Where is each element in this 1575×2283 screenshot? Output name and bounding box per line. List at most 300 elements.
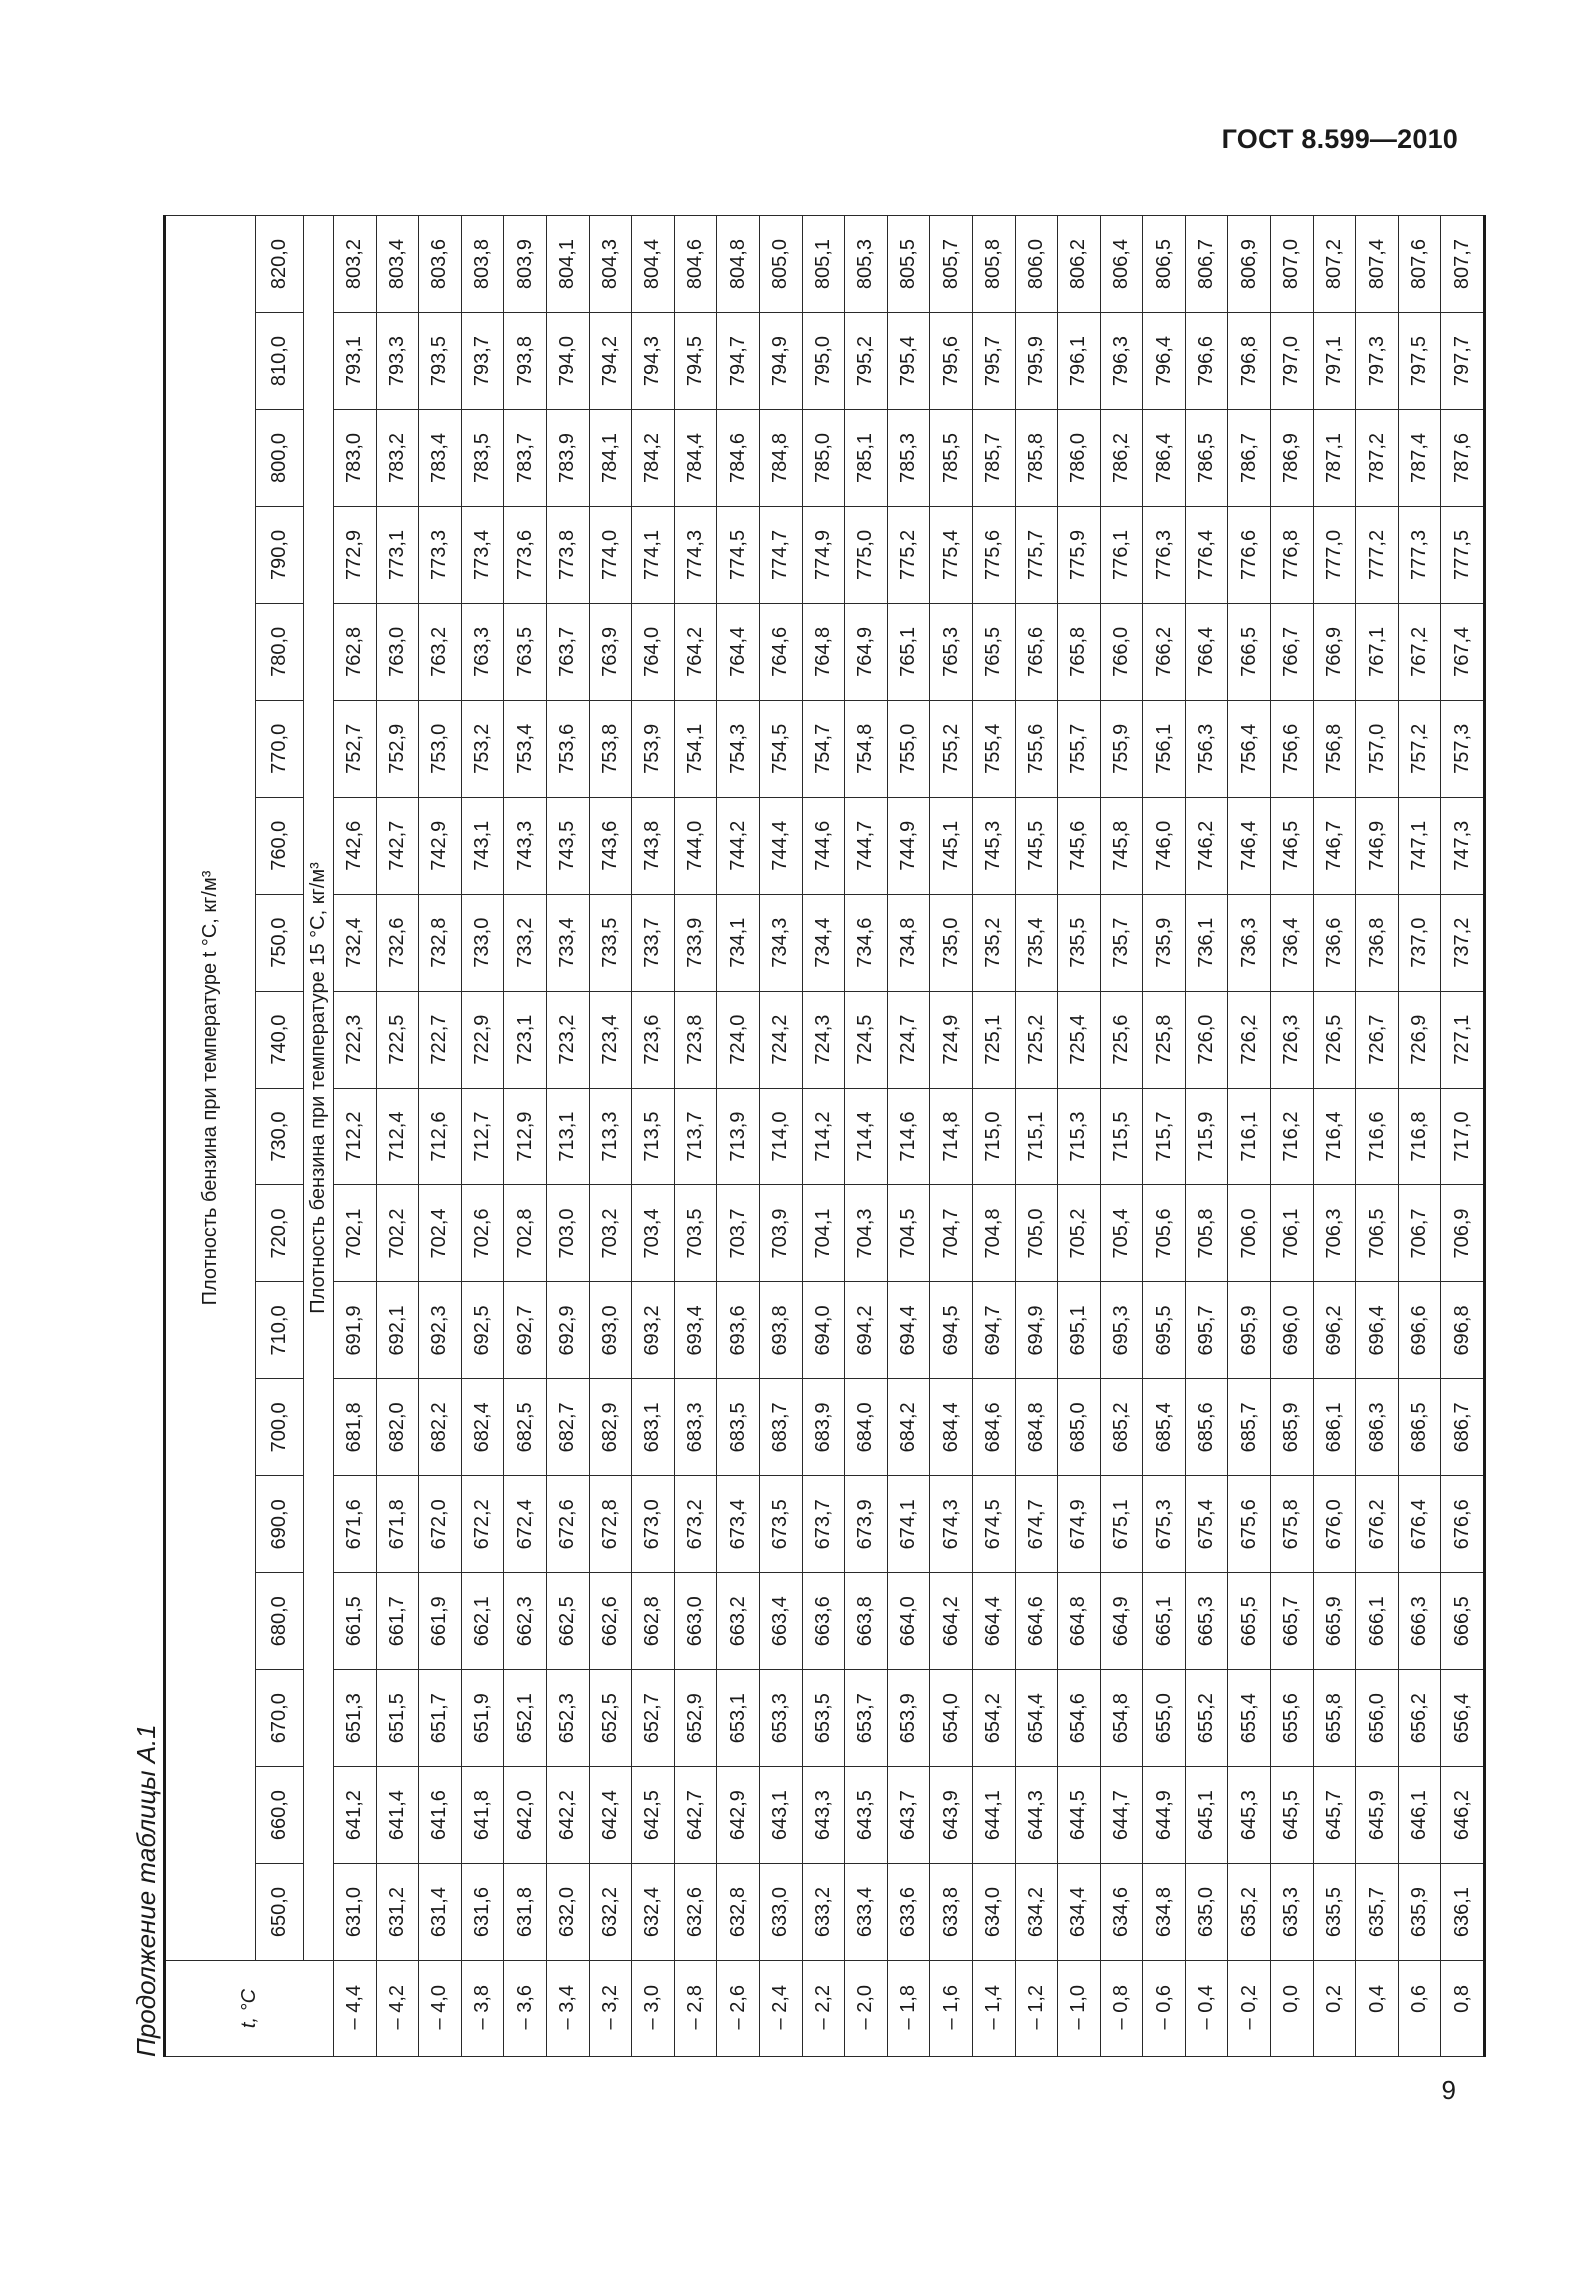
density-cell: 753,8 [589, 700, 632, 797]
density-cell: 673,0 [632, 1476, 675, 1573]
density-cell: 783,9 [546, 410, 589, 507]
density-cell: 694,4 [887, 1282, 930, 1379]
density-cell: 804,3 [589, 216, 632, 313]
density-cell: 806,0 [1015, 216, 1058, 313]
density-cell: 703,0 [546, 1185, 589, 1282]
density-cell: 694,7 [972, 1282, 1015, 1379]
density-cell: 643,5 [845, 1767, 888, 1864]
density-cell: 641,8 [461, 1767, 504, 1864]
density-cell: 635,7 [1356, 1864, 1399, 1961]
density-cell: 734,3 [759, 894, 802, 991]
density-cell: 805,1 [802, 216, 845, 313]
density-cell: 777,5 [1441, 506, 1485, 603]
density-cell: 684,4 [930, 1379, 973, 1476]
density-cell: 733,9 [674, 894, 717, 991]
density-cell: 664,0 [887, 1573, 930, 1670]
density-cell: 642,2 [546, 1767, 589, 1864]
density-cell: 702,8 [504, 1185, 547, 1282]
density-cell: 703,9 [759, 1185, 802, 1282]
density-cell: 754,3 [717, 700, 760, 797]
density-cell: 753,4 [504, 700, 547, 797]
density-cell: 752,7 [334, 700, 377, 797]
density-cell: 806,5 [1143, 216, 1186, 313]
density-cell: 763,7 [546, 603, 589, 700]
density-cell: 764,6 [759, 603, 802, 700]
density-cell: 734,1 [717, 894, 760, 991]
density-cell: 767,4 [1441, 603, 1485, 700]
density-cell: 772,9 [334, 506, 377, 603]
density-cell: 724,2 [759, 991, 802, 1088]
density-cell: 776,8 [1271, 506, 1314, 603]
density-cell: 664,8 [1058, 1573, 1101, 1670]
density-cell: 775,2 [887, 506, 930, 603]
density-cell: 683,3 [674, 1379, 717, 1476]
density-cell: 663,0 [674, 1573, 717, 1670]
density-cell: 634,4 [1058, 1864, 1101, 1961]
density-cell: 734,8 [887, 894, 930, 991]
density-cell: 756,8 [1313, 700, 1356, 797]
density-cell: 724,0 [717, 991, 760, 1088]
density-cell: 807,6 [1398, 216, 1441, 313]
density-cell: 723,2 [546, 991, 589, 1088]
temperature-cell: – 3,6 [504, 1961, 547, 2057]
density-cell: 675,3 [1143, 1476, 1186, 1573]
density-cell: 724,3 [802, 991, 845, 1088]
table-row [589, 216, 632, 2057]
density-cell: 655,0 [1143, 1670, 1186, 1767]
density-cell: 631,0 [334, 1864, 377, 1961]
density-cell: 756,1 [1143, 700, 1186, 797]
density-cell: 776,3 [1143, 506, 1186, 603]
density-cell: 723,1 [504, 991, 547, 1088]
density-cell: 754,5 [759, 700, 802, 797]
density-cell: 743,6 [589, 797, 632, 894]
density-cell: 706,5 [1356, 1185, 1399, 1282]
density-cell: 747,3 [1441, 797, 1485, 894]
density-cell: 747,1 [1398, 797, 1441, 894]
density-cell: 716,4 [1313, 1088, 1356, 1185]
density-cell: 786,7 [1228, 410, 1271, 507]
density-cell: 773,3 [419, 506, 462, 603]
density-cell: 706,1 [1271, 1185, 1314, 1282]
density-cell: 736,8 [1356, 894, 1399, 991]
density-column-header: 750,0 [256, 894, 304, 991]
density-cell: 706,3 [1313, 1185, 1356, 1282]
density-cell: 653,7 [845, 1670, 888, 1767]
density-cell: 704,5 [887, 1185, 930, 1282]
density-cell: 786,0 [1058, 410, 1101, 507]
density-cell: 685,0 [1058, 1379, 1101, 1476]
density-cell: 732,8 [419, 894, 462, 991]
density-cell: 666,1 [1356, 1573, 1399, 1670]
density-cell: 652,9 [674, 1670, 717, 1767]
density-cell: 651,9 [461, 1670, 504, 1767]
density-cell: 715,0 [972, 1088, 1015, 1185]
density-cell: 793,8 [504, 313, 547, 410]
density-cell: 806,4 [1100, 216, 1143, 313]
density-cell: 696,4 [1356, 1282, 1399, 1379]
density-cell: 686,5 [1398, 1379, 1441, 1476]
density-cell: 644,3 [1015, 1767, 1058, 1864]
density-cell: 672,0 [419, 1476, 462, 1573]
density-cell: 804,6 [674, 216, 717, 313]
density-cell: 634,6 [1100, 1864, 1143, 1961]
table-row [930, 216, 973, 2057]
density-cell: 716,8 [1398, 1088, 1441, 1185]
density-cell: 736,6 [1313, 894, 1356, 991]
density-cell: 723,8 [674, 991, 717, 1088]
density-cell: 783,4 [419, 410, 462, 507]
density-cell: 706,7 [1398, 1185, 1441, 1282]
density-column-header: 700,0 [256, 1379, 304, 1476]
density-cell: 633,2 [802, 1864, 845, 1961]
density-cell: 723,4 [589, 991, 632, 1088]
density-cell: 725,6 [1100, 991, 1143, 1088]
density-cell: 794,0 [546, 313, 589, 410]
header-row-group [165, 216, 256, 2057]
density-cell: 702,2 [376, 1185, 419, 1282]
density-cell: 774,3 [674, 506, 717, 603]
density-cell: 742,7 [376, 797, 419, 894]
density-cell: 776,1 [1100, 506, 1143, 603]
temperature-cell: – 3,2 [589, 1961, 632, 2057]
density-cell: 732,4 [334, 894, 377, 991]
density-cell: 797,1 [1313, 313, 1356, 410]
density-cell: 796,3 [1100, 313, 1143, 410]
density-cell: 646,2 [1441, 1767, 1485, 1864]
table-row [461, 216, 504, 2057]
density-cell: 722,5 [376, 991, 419, 1088]
density-cell: 652,5 [589, 1670, 632, 1767]
density-cell: 663,2 [717, 1573, 760, 1670]
density-column-header: 820,0 [256, 216, 304, 313]
density-cell: 683,1 [632, 1379, 675, 1476]
density-cell: 653,9 [887, 1670, 930, 1767]
density-cell: 651,3 [334, 1670, 377, 1767]
density-cell: 636,1 [1441, 1864, 1485, 1961]
density-cell: 786,4 [1143, 410, 1186, 507]
density-cell: 737,2 [1441, 894, 1485, 991]
density-cell: 632,6 [674, 1864, 717, 1961]
table-caption: Продолжение таблицы А.1 [131, 1724, 161, 2057]
table-row [972, 216, 1015, 2057]
density-cell: 726,0 [1185, 991, 1228, 1088]
density-cell: 671,8 [376, 1476, 419, 1573]
density-cell: 726,7 [1356, 991, 1399, 1088]
density-cell: 672,4 [504, 1476, 547, 1573]
density-cell: 694,0 [802, 1282, 845, 1379]
density-cell: 762,8 [334, 603, 377, 700]
table-row [674, 216, 717, 2057]
density-cell: 713,3 [589, 1088, 632, 1185]
density-cell: 666,5 [1441, 1573, 1485, 1670]
density-cell: 764,2 [674, 603, 717, 700]
density-cell: 807,0 [1271, 216, 1314, 313]
table-row [376, 216, 419, 2057]
density-cell: 662,3 [504, 1573, 547, 1670]
density-cell: 746,0 [1143, 797, 1186, 894]
density-column-header: 740,0 [256, 991, 304, 1088]
density-cell: 765,1 [887, 603, 930, 700]
density-cell: 795,6 [930, 313, 973, 410]
density-cell: 683,5 [717, 1379, 760, 1476]
density-cell: 695,3 [1100, 1282, 1143, 1379]
density-cell: 766,4 [1185, 603, 1228, 700]
density-cell: 662,1 [461, 1573, 504, 1670]
density-cell: 632,8 [717, 1864, 760, 1961]
density-cell: 737,0 [1398, 894, 1441, 991]
density-cell: 775,7 [1015, 506, 1058, 603]
density-cell: 773,8 [546, 506, 589, 603]
density-cell: 733,7 [632, 894, 675, 991]
density-cell: 767,1 [1356, 603, 1399, 700]
page-number: 9 [1441, 2075, 1456, 2105]
density-cell: 664,2 [930, 1573, 973, 1670]
density-cell: 797,5 [1398, 313, 1441, 410]
density-cell: 755,4 [972, 700, 1015, 797]
density-cell: 715,9 [1185, 1088, 1228, 1185]
density-cell: 645,5 [1271, 1767, 1314, 1864]
density-cell: 775,0 [845, 506, 888, 603]
density-cell: 767,2 [1398, 603, 1441, 700]
standard-code: ГОСТ 8.599—2010 [1221, 124, 1458, 154]
density-cell: 766,0 [1100, 603, 1143, 700]
density-cell: 797,7 [1441, 313, 1485, 410]
density-cell: 794,9 [759, 313, 802, 410]
density-cell: 803,4 [376, 216, 419, 313]
density-cell: 652,7 [632, 1670, 675, 1767]
density-cell: 777,0 [1313, 506, 1356, 603]
temperature-cell: 0,8 [1441, 1961, 1485, 2057]
density-cell: 705,6 [1143, 1185, 1186, 1282]
density-cell: 661,5 [334, 1573, 377, 1670]
temperature-cell: – 1,8 [887, 1961, 930, 2057]
density-cell: 645,9 [1356, 1767, 1399, 1864]
density-cell: 745,6 [1058, 797, 1101, 894]
density-cell: 784,1 [589, 410, 632, 507]
density-cell: 652,3 [546, 1670, 589, 1767]
temperature-cell: – 0,2 [1228, 1961, 1271, 2057]
density-cell: 736,1 [1185, 894, 1228, 991]
temperature-cell: 0,0 [1271, 1961, 1314, 2057]
density-cell: 665,1 [1143, 1573, 1186, 1670]
density-cell: 733,4 [546, 894, 589, 991]
density-cell: 634,8 [1143, 1864, 1186, 1961]
density-cell: 713,7 [674, 1088, 717, 1185]
density-cell: 724,5 [845, 991, 888, 1088]
density-cell: 756,4 [1228, 700, 1271, 797]
density-cell: 744,0 [674, 797, 717, 894]
density-cell: 642,0 [504, 1767, 547, 1864]
density-cell: 736,3 [1228, 894, 1271, 991]
density-cell: 787,4 [1398, 410, 1441, 507]
table-row [802, 216, 845, 2057]
temperature-cell: – 0,4 [1185, 1961, 1228, 2057]
table-row [845, 216, 888, 2057]
density-cell: 784,8 [759, 410, 802, 507]
density-cell: 794,3 [632, 313, 675, 410]
density-cell: 643,9 [930, 1767, 973, 1864]
density-cell: 632,4 [632, 1864, 675, 1961]
density-cell: 807,7 [1441, 216, 1485, 313]
density-cell: 703,5 [674, 1185, 717, 1282]
density-cell: 787,1 [1313, 410, 1356, 507]
density-cell: 716,1 [1228, 1088, 1271, 1185]
density-cell: 797,3 [1356, 313, 1399, 410]
density-cell: 733,5 [589, 894, 632, 991]
density-cell: 631,6 [461, 1864, 504, 1961]
density-cell: 673,4 [717, 1476, 760, 1573]
density-cell: 665,9 [1313, 1573, 1356, 1670]
density-cell: 662,8 [632, 1573, 675, 1670]
table-row [1100, 216, 1143, 2057]
density-cell: 673,2 [674, 1476, 717, 1573]
density-cell: 714,4 [845, 1088, 888, 1185]
temperature-cell: – 1,4 [972, 1961, 1015, 2057]
density-cell: 703,2 [589, 1185, 632, 1282]
density-cell: 793,1 [334, 313, 377, 410]
density-cell: 642,7 [674, 1767, 717, 1864]
density-cell: 793,7 [461, 313, 504, 410]
density-cell: 686,3 [1356, 1379, 1399, 1476]
density-cell: 783,5 [461, 410, 504, 507]
density-cell: 746,5 [1271, 797, 1314, 894]
table-body [334, 216, 1485, 2057]
density-cell: 785,1 [845, 410, 888, 507]
density-cell: 642,9 [717, 1767, 760, 1864]
density-cell: 635,9 [1398, 1864, 1441, 1961]
density-cell: 655,4 [1228, 1670, 1271, 1767]
density-cell: 742,6 [334, 797, 377, 894]
density-cell: 726,2 [1228, 991, 1271, 1088]
density-cell: 805,0 [759, 216, 802, 313]
table-row [1143, 216, 1186, 2057]
density-cell: 735,5 [1058, 894, 1101, 991]
density-cell: 752,9 [376, 700, 419, 797]
temperature-cell: – 4,4 [334, 1961, 377, 2057]
density-cell: 763,9 [589, 603, 632, 700]
density-cell: 645,7 [1313, 1767, 1356, 1864]
density-cell: 796,1 [1058, 313, 1101, 410]
density-cell: 794,5 [674, 313, 717, 410]
density-cell: 764,8 [802, 603, 845, 700]
rotated-table-block [115, 215, 1473, 2057]
density-column-header: 660,0 [256, 1767, 304, 1864]
density-cell: 785,5 [930, 410, 973, 507]
density-cell: 785,0 [802, 410, 845, 507]
density-cell: 684,6 [972, 1379, 1015, 1476]
density-cell: 763,3 [461, 603, 504, 700]
density-column-header: 690,0 [256, 1476, 304, 1573]
density-cell: 653,1 [717, 1670, 760, 1767]
density-cell: 692,3 [419, 1282, 462, 1379]
density-cell: 793,3 [376, 313, 419, 410]
density-cell: 803,9 [504, 216, 547, 313]
density-cell: 706,9 [1441, 1185, 1485, 1282]
density-cell: 732,6 [376, 894, 419, 991]
density-cell: 692,9 [546, 1282, 589, 1379]
density-cell: 777,2 [1356, 506, 1399, 603]
density-cell: 645,3 [1228, 1767, 1271, 1864]
density-cell: 787,2 [1356, 410, 1399, 507]
density-cell: 712,7 [461, 1088, 504, 1185]
density-cell: 766,7 [1271, 603, 1314, 700]
density-columns-row [256, 216, 304, 2057]
density-cell: 784,2 [632, 410, 675, 507]
density-cell: 664,4 [972, 1573, 1015, 1670]
density-cell: 794,2 [589, 313, 632, 410]
density-cell: 643,7 [887, 1767, 930, 1864]
density-cell: 783,7 [504, 410, 547, 507]
density-cell: 656,2 [1398, 1670, 1441, 1767]
density-cell: 776,4 [1185, 506, 1228, 603]
density-cell: 674,3 [930, 1476, 973, 1573]
density-cell: 743,5 [546, 797, 589, 894]
density-cell: 703,7 [717, 1185, 760, 1282]
density-cell: 764,4 [717, 603, 760, 700]
density-cell: 633,8 [930, 1864, 973, 1961]
density-cell: 776,6 [1228, 506, 1271, 603]
density-cell: 665,3 [1185, 1573, 1228, 1670]
density-cell: 644,7 [1100, 1767, 1143, 1864]
density-cell: 641,2 [334, 1767, 377, 1864]
density-cell: 641,6 [419, 1767, 462, 1864]
density-cell: 675,4 [1185, 1476, 1228, 1573]
density-cell: 803,6 [419, 216, 462, 313]
density-cell: 735,9 [1143, 894, 1186, 991]
density-cell: 692,7 [504, 1282, 547, 1379]
density-column-header: 680,0 [256, 1573, 304, 1670]
density-cell: 684,2 [887, 1379, 930, 1476]
density-cell: 676,4 [1398, 1476, 1441, 1573]
density-cell: 713,9 [717, 1088, 760, 1185]
density-cell: 674,1 [887, 1476, 930, 1573]
density-cell: 715,1 [1015, 1088, 1058, 1185]
density-cell: 777,3 [1398, 506, 1441, 603]
density-cell: 753,2 [461, 700, 504, 797]
density-cell: 714,0 [759, 1088, 802, 1185]
density-cell: 652,1 [504, 1670, 547, 1767]
density-cell: 693,0 [589, 1282, 632, 1379]
density-cell: 633,6 [887, 1864, 930, 1961]
density-cell: 635,5 [1313, 1864, 1356, 1961]
density-cell: 675,1 [1100, 1476, 1143, 1573]
density-cell: 682,2 [419, 1379, 462, 1476]
density-cell: 654,0 [930, 1670, 973, 1767]
density-cell: 725,4 [1058, 991, 1101, 1088]
density-cell: 804,1 [546, 216, 589, 313]
density-cell: 635,3 [1271, 1864, 1314, 1961]
density-cell: 785,7 [972, 410, 1015, 507]
density-cell: 714,2 [802, 1088, 845, 1185]
density-cell: 685,2 [1100, 1379, 1143, 1476]
density-cell: 753,6 [546, 700, 589, 797]
density-cell: 676,6 [1441, 1476, 1485, 1573]
table-row [546, 216, 589, 2057]
table-row [717, 216, 760, 2057]
density-cell: 796,6 [1185, 313, 1228, 410]
density-cell: 712,2 [334, 1088, 377, 1185]
density-cell: 736,4 [1271, 894, 1314, 991]
density-cell: 713,1 [546, 1088, 589, 1185]
density-cell: 685,7 [1228, 1379, 1271, 1476]
table-row [632, 216, 675, 2057]
density-cell: 682,4 [461, 1379, 504, 1476]
density-cell: 686,1 [1313, 1379, 1356, 1476]
density-cell: 742,9 [419, 797, 462, 894]
temperature-cell: – 4,0 [419, 1961, 462, 2057]
density-cell: 793,5 [419, 313, 462, 410]
